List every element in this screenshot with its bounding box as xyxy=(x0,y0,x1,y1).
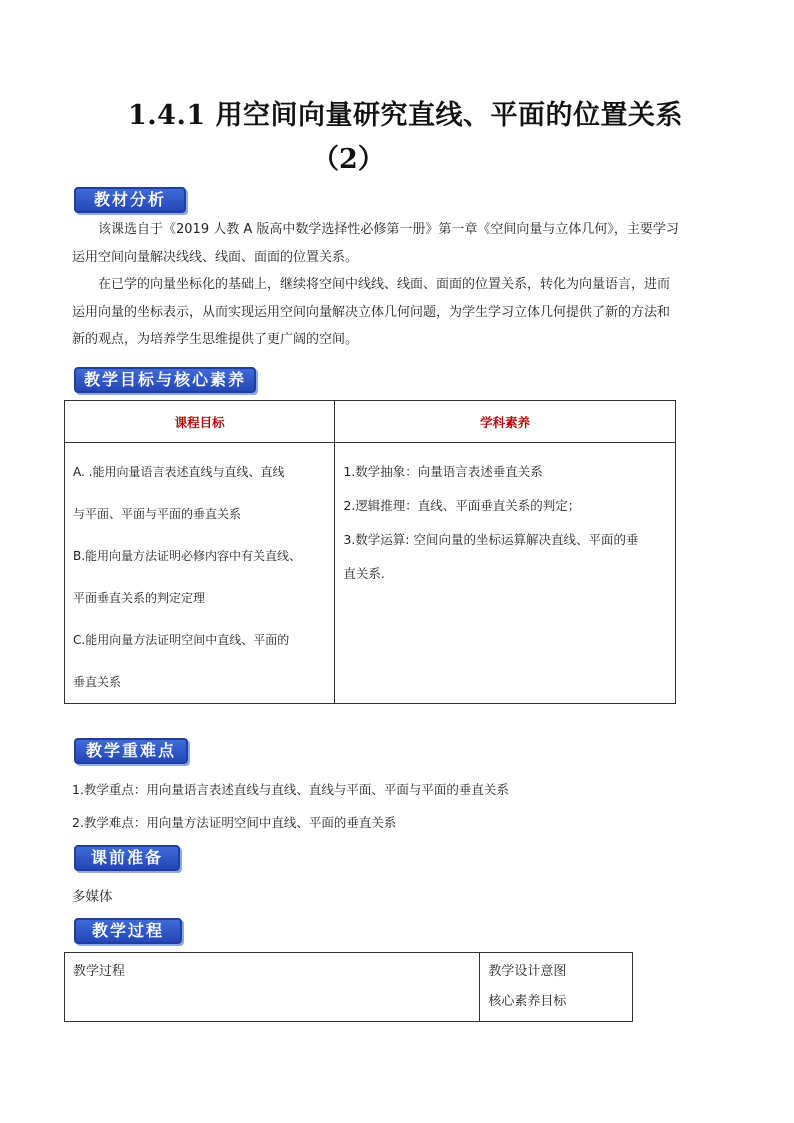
text-line: 在已学的向量坐标化的基础上，继续将空间中线线、线面、面面的位置关系，转化为向量语言，进而 xyxy=(98,277,671,292)
literacy-goal-label: 核心素养目标 xyxy=(488,994,567,1009)
course-goals-cell xyxy=(65,443,335,704)
section-badge-goals: 教学目标与核心素养 xyxy=(74,367,256,393)
process-table xyxy=(64,952,633,1022)
goal-text: C.能用向量方法证明空间中直线、平面的 xyxy=(73,633,290,647)
process-cell: 教学过程 xyxy=(65,953,480,1022)
goal-text: 垂直关系 xyxy=(73,675,122,689)
literacy-item: 1.数学抽象：向量语言表述垂直关系 xyxy=(343,464,543,479)
section-badge-preparation: 课前准备 xyxy=(74,845,180,871)
design-intent-cell xyxy=(480,953,633,1022)
goals-table xyxy=(64,400,676,704)
literacy-cell xyxy=(335,443,676,704)
goal-text: 与平面、平面与平面的垂直关系 xyxy=(73,507,242,521)
text-line: 运用空间向量解决线线、线面、面面的位置关系。 xyxy=(72,249,359,265)
title-line-1: 1.4.1 用空间向量研究直线、平面的位置关系 xyxy=(128,100,684,131)
literacy-item: 2.逻辑推理：直线、平面垂直关系的判定； xyxy=(343,498,581,513)
goals-header-right: 学科素养 xyxy=(335,401,676,443)
section-badge-analysis: 教材分析 xyxy=(74,187,186,213)
section-badge-process: 教学过程 xyxy=(74,918,182,944)
analysis-paragraph-1 xyxy=(72,216,724,271)
goal-text: B.能用向量方法证明必修内容中有关直线、 xyxy=(73,549,302,563)
text-line: 新的观点，为培养学生思维提供了更广阔的空间。 xyxy=(72,332,359,347)
goal-text: A. .能用向量语言表述直线与直线、直线 xyxy=(73,465,285,479)
section-badge-key-points: 教学重难点 xyxy=(74,738,188,764)
preparation-text: 多媒体 xyxy=(72,889,113,905)
key-point-2: 2.教学难点：用向量方法证明空间中直线、平面的垂直关系 xyxy=(72,815,397,830)
title-line-2: （2） xyxy=(312,144,385,175)
goals-header-left: 课程目标 xyxy=(65,401,335,443)
literacy-item: 直关系. xyxy=(343,566,385,581)
analysis-paragraph-2 xyxy=(72,271,724,354)
text-line: 运用向量的坐标表示，从而实现运用空间向量解决立体几何问题，为学生学习立体几何提供了新的方法和 xyxy=(72,304,671,320)
goal-text: 平面垂直关系的判定定理 xyxy=(73,591,206,605)
literacy-item: 3.数学运算: 空间向量的坐标运算解决直线、平面的垂 xyxy=(343,532,639,547)
design-intent-label: 教学设计意图 xyxy=(488,964,567,979)
text-line: 该课选自于《2019 人教 A 版高中数学选择性必修第一册》第一章《空间向量与立体几何》，主要学习 xyxy=(98,222,679,237)
key-point-1: 1.教学重点：用向量语言表述直线与直线、直线与平面、平面与平面的垂直关系 xyxy=(72,782,509,797)
